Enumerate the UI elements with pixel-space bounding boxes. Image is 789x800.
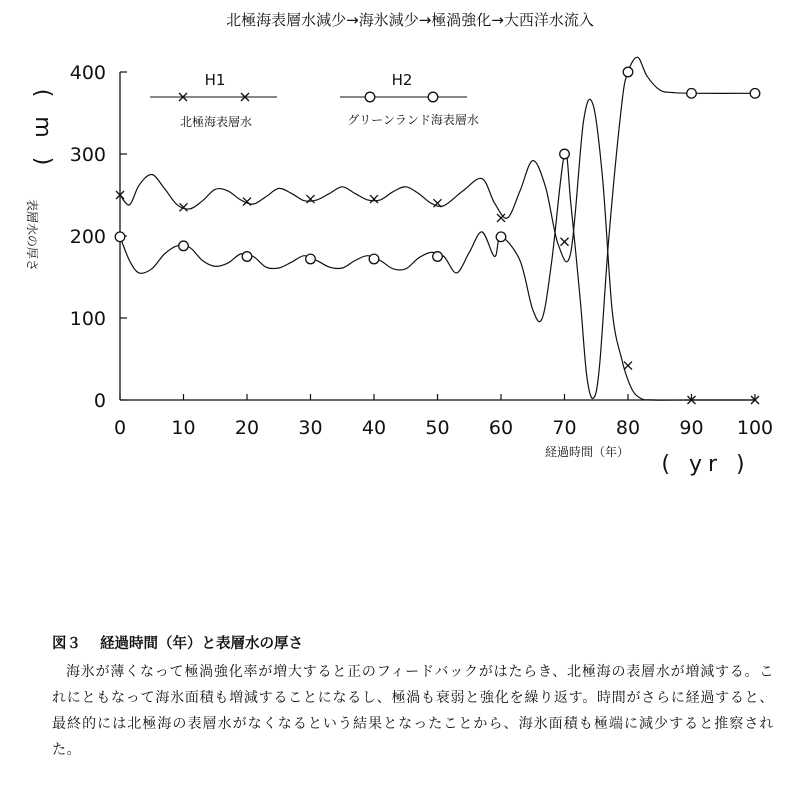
caption-body: 海氷が薄くなって極渦強化率が増大すると正のフィードバックがはたらき、北極海の表層水が増減する。これにともなって海氷面積も増減することになるし、極渦も衰弱と強化を繰り返す。時間がさらに経過すると、最終的には北極海の表層水がなくなるという結果となったことから、海氷面積も極端に減少すると推察された。 xyxy=(52,664,774,758)
x-tick-label: 90 xyxy=(679,417,704,439)
series-h2-point xyxy=(115,232,125,242)
series-h2-point xyxy=(179,241,189,251)
x-tick-label: 0 xyxy=(113,417,127,439)
x-unit-label: ( yr ) xyxy=(661,452,751,477)
x-tick-label: 10 xyxy=(171,417,196,439)
series-h2-point xyxy=(306,254,316,264)
x-tick-label: 30 xyxy=(298,417,323,439)
series-h1-point xyxy=(561,238,569,246)
y-tick-label: 400 xyxy=(69,62,106,84)
plot-area xyxy=(115,57,760,404)
legend-h2-marker xyxy=(428,92,438,102)
series-h2-line xyxy=(120,57,755,398)
series-h2-point xyxy=(242,252,252,262)
series-h2-point xyxy=(560,149,570,159)
series-h2-point xyxy=(623,67,633,77)
legend-h2-label: グリーンランド海表層水 xyxy=(347,113,479,127)
series-h1-point xyxy=(497,214,505,222)
x-tick-label: 20 xyxy=(234,417,260,439)
series-h2-point xyxy=(750,89,760,99)
series-h2-point xyxy=(496,232,506,242)
x-tick-label: 80 xyxy=(615,417,641,439)
series-h2-point xyxy=(369,254,379,264)
legend-h2-name: H2 xyxy=(391,71,413,89)
x-tick-label: 50 xyxy=(425,417,450,439)
x-tick-label: 100 xyxy=(736,417,774,439)
legend-h1-name: H1 xyxy=(204,71,226,89)
y-tick-label: 0 xyxy=(93,390,106,412)
figure-number: 図３ xyxy=(52,636,81,652)
chart-title: 北極海表層水減少→海氷減少→極渦強化→大西洋水流入 xyxy=(226,11,594,29)
caption-title-row xyxy=(52,632,774,653)
figure-caption xyxy=(52,632,774,763)
x-tick-label: 60 xyxy=(488,417,514,439)
y-tick-label: 300 xyxy=(69,144,106,166)
caption-title: 経過時間（年）と表層水の厚さ xyxy=(100,636,304,652)
series-h2-point xyxy=(433,252,443,262)
series-h1-line xyxy=(120,99,755,400)
legend-h2-marker xyxy=(365,92,375,102)
series-h1-point xyxy=(624,362,632,370)
y-axis-label: 表層水の厚さ xyxy=(25,198,39,272)
y-unit-label: ( m ) xyxy=(30,88,55,172)
series-h1-point xyxy=(307,195,315,203)
x-tick-label: 40 xyxy=(361,417,387,439)
x-tick-label: 70 xyxy=(552,417,577,439)
y-tick-label: 100 xyxy=(69,308,106,330)
x-ticks xyxy=(114,394,773,439)
y-tick-label: 200 xyxy=(69,226,106,248)
x-axis-label: 経過時間（年） xyxy=(544,445,630,459)
series-h1-point xyxy=(370,195,378,203)
legend xyxy=(150,71,479,129)
legend-h1-label: 北極海表層水 xyxy=(179,115,253,129)
series-h2-point xyxy=(687,89,697,99)
